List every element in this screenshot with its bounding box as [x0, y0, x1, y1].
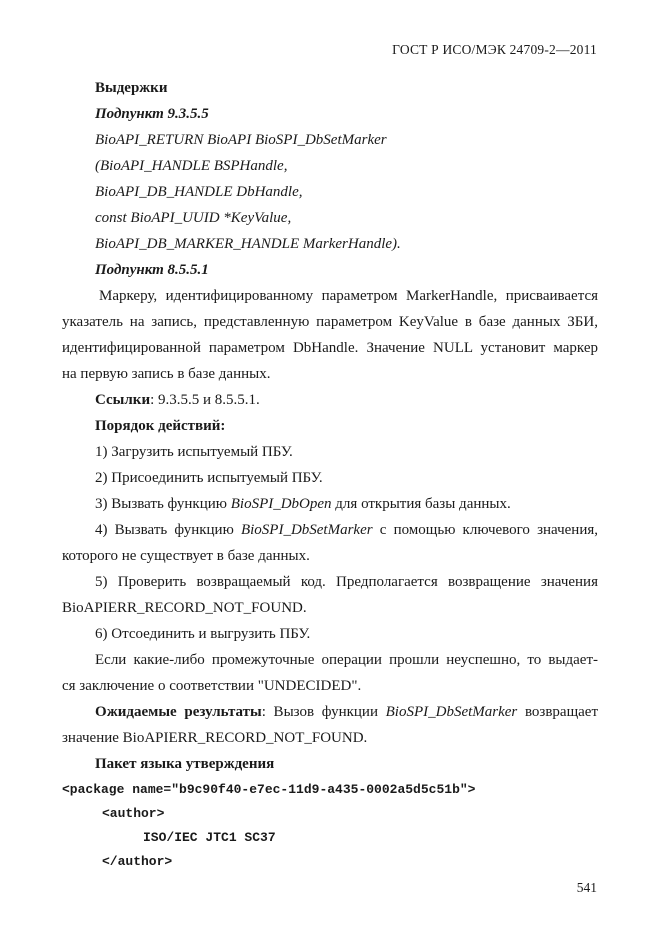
signature-line: BioAPI_DB_HANDLE DbHandle,	[95, 184, 303, 200]
references-line	[95, 390, 598, 410]
code-line: <author>	[102, 806, 165, 821]
running-header: ГОСТ Р ИСО/МЭК 24709-2—2011	[392, 42, 597, 57]
expected-results-function: BioSPI_DbSetMarker	[385, 704, 518, 720]
paragraph-line: Маркеру, идентифицированному параметром MarkerHandle, присваивается	[99, 288, 598, 304]
paragraph-line: указатель на запись, представленную параметром KeyValue в базе данных ЗБИ,	[62, 314, 598, 330]
references-label: Ссылки	[95, 392, 151, 408]
step-3-suffix: для открытия базы данных.	[331, 496, 511, 512]
expected-results-continuation: значение BioAPIERR_RECORD_NOT_FOUND.	[62, 730, 368, 746]
code-line: ISO/IEC JTC1 SC37	[143, 830, 276, 845]
step-4-prefix: 4) Вызвать функцию	[95, 522, 241, 538]
paragraph-line: идентифицированной параметром DbHandle. Значение NULL установит маркер	[62, 340, 598, 356]
step-1: 1) Загрузить испытуемый ПБУ.	[95, 444, 293, 460]
expected-results-label: Ожидаемые результаты	[95, 704, 262, 720]
assertion-package-heading: Пакет языка утверждения	[95, 756, 275, 772]
step-4-function: BioSPI_DbSetMarker	[240, 522, 373, 538]
signature-line: BioAPI_RETURN BioAPI BioSPI_DbSetMarker	[95, 132, 387, 148]
code-line: </author>	[102, 854, 173, 869]
code-line: <package name="b9c90f40-e7ec-11d9-a435-0002a5d5c51b">	[62, 782, 476, 797]
references-text: : 9.3.5.5 и 8.5.5.1.	[150, 392, 260, 408]
signature-line: const BioAPI_UUID *KeyValue,	[95, 210, 292, 226]
failure-note-line: Если какие-либо промежуточные операции прошли неуспешно, то выдает-	[95, 652, 598, 668]
step-4-continuation: которого не существует в базе данных.	[62, 548, 310, 564]
expected-results-line	[95, 702, 598, 722]
signature-line: BioAPI_DB_MARKER_HANDLE MarkerHandle).	[95, 236, 401, 252]
subclause-8-5-5-1-heading: Подпункт 8.5.5.1	[95, 262, 209, 278]
subclause-9-3-5-5-heading: Подпункт 9.3.5.5	[95, 106, 209, 122]
expected-results-suffix: возвращает	[517, 704, 599, 720]
page-number: 541	[576, 880, 597, 895]
step-6: 6) Отсоединить и выгрузить ПБУ.	[95, 626, 311, 642]
expected-results-prefix: : Вызов функции	[261, 704, 386, 720]
step-5-continuation: BioAPIERR_RECORD_NOT_FOUND.	[62, 600, 307, 616]
extracts-heading: Выдержки	[95, 80, 168, 96]
failure-note-line: ся заключение о соответствии "UNDECIDED".	[62, 678, 362, 694]
procedure-heading: Порядок действий:	[95, 418, 226, 434]
signature-line: (BioAPI_HANDLE BSPHandle,	[95, 158, 288, 174]
step-4	[95, 520, 598, 540]
step-3-prefix: 3) Вызвать функцию	[95, 496, 231, 512]
step-4-suffix: с помощью ключевого значения,	[372, 522, 598, 538]
paragraph-line: на первую запись в базе данных.	[62, 366, 271, 382]
step-2: 2) Присоединить испытуемый ПБУ.	[95, 470, 323, 486]
step-5: 5) Проверить возвращаемый код. Предполагается возвращение значения	[95, 574, 598, 590]
step-3	[95, 494, 598, 514]
step-3-function: BioSPI_DbOpen	[230, 496, 332, 512]
